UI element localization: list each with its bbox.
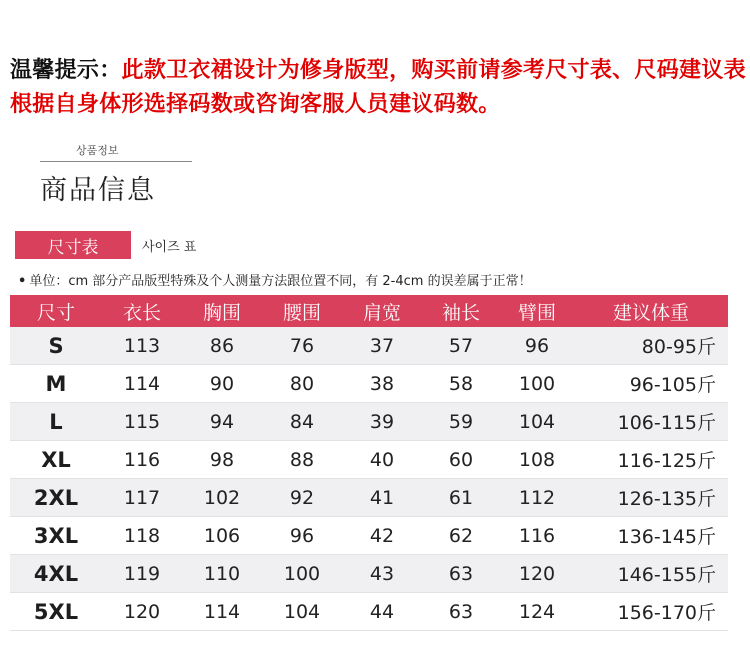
cell-length: 113	[102, 327, 182, 365]
header-size: 尺寸	[10, 295, 102, 327]
size-table	[10, 295, 728, 631]
header-arm: 臂围	[500, 295, 574, 327]
notice-lead: 温馨提示：	[10, 58, 122, 83]
header-waist: 腰围	[262, 295, 342, 327]
cell-length: 116	[102, 441, 182, 479]
cell-waist: 80	[262, 365, 342, 403]
product-info-title: 商品信息	[40, 175, 156, 206]
cell-length: 117	[102, 479, 182, 517]
table-row	[10, 517, 728, 555]
cell-sleeve: 61	[422, 479, 500, 517]
cell-arm: 112	[500, 479, 574, 517]
table-row	[10, 441, 728, 479]
cell-waist: 88	[262, 441, 342, 479]
cell-arm: 108	[500, 441, 574, 479]
cell-waist: 100	[262, 555, 342, 593]
size-chart-tag-subtitle: 사이즈 표	[142, 240, 197, 255]
cell-shoulder: 37	[342, 327, 422, 365]
notice-body: 此款卫衣裙设计为修身版型，购买前请参考尺寸表、尺码建议表根据自身体形选择码数或咨询客服人员建议码数。	[10, 58, 746, 117]
cell-weight: 126-135斤	[574, 479, 728, 517]
cell-size: 5XL	[10, 593, 102, 631]
cell-length: 115	[102, 403, 182, 441]
cell-chest: 94	[182, 403, 262, 441]
cell-weight: 116-125斤	[574, 441, 728, 479]
header-sleeve: 袖长	[422, 295, 500, 327]
cell-sleeve: 58	[422, 365, 500, 403]
header-shoulder: 肩宽	[342, 295, 422, 327]
cell-arm: 116	[500, 517, 574, 555]
cell-chest: 102	[182, 479, 262, 517]
cell-length: 118	[102, 517, 182, 555]
cell-shoulder: 42	[342, 517, 422, 555]
table-row	[10, 365, 728, 403]
cell-weight: 156-170斤	[574, 593, 728, 631]
table-row	[10, 403, 728, 441]
header-weight: 建议体重	[574, 295, 728, 327]
cell-size: 3XL	[10, 517, 102, 555]
cell-arm: 120	[500, 555, 574, 593]
cell-weight: 136-145斤	[574, 517, 728, 555]
cell-arm: 100	[500, 365, 574, 403]
cell-sleeve: 62	[422, 517, 500, 555]
cell-size: M	[10, 365, 102, 403]
table-row	[10, 479, 728, 517]
measurement-note	[18, 270, 746, 289]
bullet-icon: •	[18, 274, 27, 289]
product-info-subtitle: 상품정보	[40, 142, 192, 162]
cell-shoulder: 40	[342, 441, 422, 479]
cell-sleeve: 59	[422, 403, 500, 441]
cell-size: 4XL	[10, 555, 102, 593]
cell-waist: 96	[262, 517, 342, 555]
cell-size: 2XL	[10, 479, 102, 517]
cell-shoulder: 39	[342, 403, 422, 441]
table-row	[10, 593, 728, 631]
cell-arm: 124	[500, 593, 574, 631]
cell-weight: 96-105斤	[574, 365, 728, 403]
cell-sleeve: 63	[422, 593, 500, 631]
cell-size: S	[10, 327, 102, 365]
table-row	[10, 327, 728, 365]
table-row	[10, 555, 728, 593]
cell-size: XL	[10, 441, 102, 479]
cell-shoulder: 43	[342, 555, 422, 593]
cell-weight: 106-115斤	[574, 403, 728, 441]
measurement-note-text: 单位：cm 部分产品版型特殊及个人测量方法跟位置不同，有 2-4cm 的误差属于正常！	[29, 274, 532, 289]
cell-length: 120	[102, 593, 182, 631]
cell-chest: 90	[182, 365, 262, 403]
table-header-row	[10, 295, 728, 327]
cell-chest: 86	[182, 327, 262, 365]
cell-shoulder: 41	[342, 479, 422, 517]
cell-size: L	[10, 403, 102, 441]
cell-arm: 96	[500, 327, 574, 365]
cell-length: 114	[102, 365, 182, 403]
cell-shoulder: 44	[342, 593, 422, 631]
size-chart-tag: 尺寸表	[15, 231, 131, 259]
cell-chest: 110	[182, 555, 262, 593]
cell-sleeve: 60	[422, 441, 500, 479]
cell-waist: 76	[262, 327, 342, 365]
cell-weight: 146-155斤	[574, 555, 728, 593]
product-info-header	[40, 142, 192, 207]
cell-waist: 84	[262, 403, 342, 441]
cell-sleeve: 57	[422, 327, 500, 365]
cell-chest: 114	[182, 593, 262, 631]
cell-chest: 106	[182, 517, 262, 555]
cell-sleeve: 63	[422, 555, 500, 593]
header-chest: 胸围	[182, 295, 262, 327]
cell-shoulder: 38	[342, 365, 422, 403]
cell-weight: 80-95斤	[574, 327, 728, 365]
notice-text	[10, 54, 750, 122]
cell-waist: 104	[262, 593, 342, 631]
cell-arm: 104	[500, 403, 574, 441]
cell-chest: 98	[182, 441, 262, 479]
cell-waist: 92	[262, 479, 342, 517]
cell-length: 119	[102, 555, 182, 593]
header-length: 衣长	[102, 295, 182, 327]
